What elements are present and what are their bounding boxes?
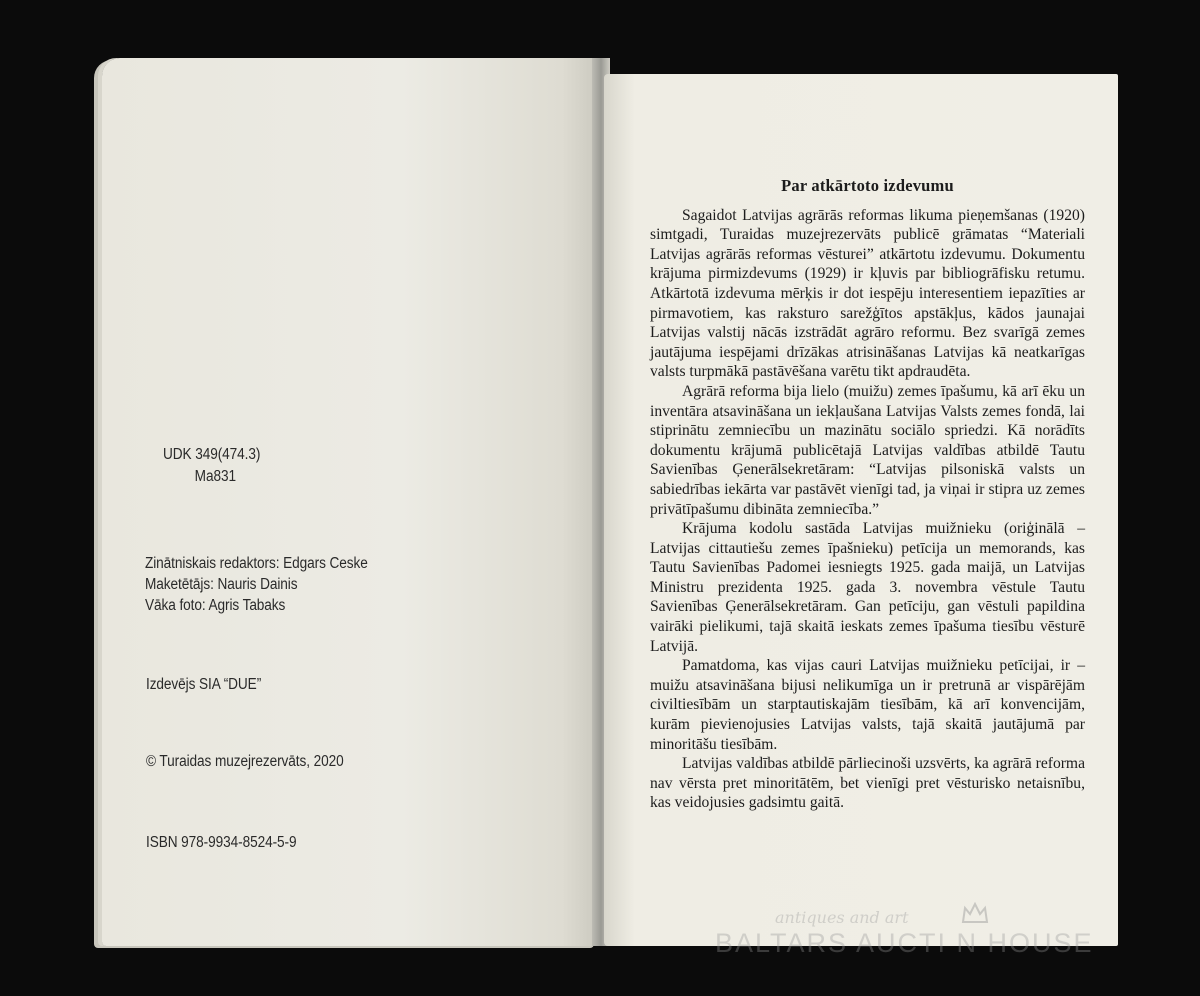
copyright: © Turaidas muzejrezervāts, 2020: [146, 753, 344, 770]
paragraph: Krājuma kodolu sastāda Latvijas muižnieku (oriģinālā – Latvijas cittautiešu zemes īpašnieku) petīcija un memorands, kas Tautu Savienības Padomei iesniegts 1925. gada maijā, un Latvijas Ministru prezidenta 1925. gada 3. novembra vēstule Tautu Savienības Ģenerālsekretāram. Gan petīciju, gan vēstuli papildina vairāki pielikumi, tajā skaitā ieskats zemes īpašuma tiesību vēsturē Latvijā.: [650, 520, 1085, 655]
foreword: [650, 176, 1085, 813]
crown-icon: [961, 902, 989, 924]
paragraph: Latvijas valdības atbildē pārliecinoši uzsvērts, ka agrārā reforma nav vērsta pret minoritātēm, bet vienīgi pret vēsturisko netaisnību, kas veidojusies gadsimtu gaitā.: [650, 755, 1085, 812]
watermark-main: BALTARS AUCTI N HOUSE: [715, 928, 1094, 958]
foreword-title: Par atkārtoto izdevumu: [781, 176, 954, 195]
paragraph: Sagaidot Latvijas agrārās reformas likuma pieņemšanas (1920) simtgadi, Turaidas muzejrezervāts publicē grāmatas “Materiali Latvijas agrārās reformas vēsturei” atkārtotu izdevumu. Dokumentu krājuma pirmizdevums (1929) ir kļuvis par bibliogrāfisku retumu. Atkārtotā izdevuma mērķis ir dot iespēju interesentiem iepazīties ar pirmavotiem, kas raksturo sarežģītos apstākļus, kādos jaunajai Latvijas valstij nācās izstrādāt agrāro reformu. Bez svarīgā zemes jautājuma iespējami drīzākas atrisināšanas Latvijas kā neatkarīgas valsts turpmākā pastāvēšana varētu tikt apdraudēta.: [650, 206, 1085, 381]
paragraph: Pamatdoma, kas vijas cauri Latvijas muižnieku petīcijai, ir – muižu atsavināšana bijusi nelikumīga un ir pretrunā ar vispārējām civiltiesībām un starptautiskajām tiesībām, kā arī konvencijām, kurām pievienojusies Latvijas valsts, tajā skaitā jautājumā par minoritāšu tiesībām.: [650, 657, 1085, 753]
cover-photo-credit: Vāka foto: Agris Tabaks: [145, 597, 286, 614]
paragraph: Agrārā reforma bija lielo (muižu) zemes īpašumu, kā arī ēku un inventāra atsavināšana un iekļaušana Latvijas Valsts zemes fondā, lai stiprinātu zemniecību un mazinātu sociālo spriedzi. Kā norādīts dokumentu krājumā publicētajā Latvijas valdības atbildē Tautu Savienības Ģenerālsekretāram: “Latvijas pilsoniskā valsts un sabiedrības iekārta var pastāvēt vienīgi tad, ja viņai ir stipra uz zemes privātīpašumu dibināta zemniecība.”: [650, 382, 1085, 518]
udk-code: UDK 349(474.3): [163, 446, 261, 463]
publisher: Izdevējs SIA “DUE”: [146, 676, 262, 693]
author-mark: Ma831: [194, 468, 236, 485]
udk-block: [163, 444, 260, 488]
scientific-editor: Zinātniskais redaktors: Edgars Ceske: [145, 555, 368, 572]
auction-watermark: [715, 908, 1135, 968]
left-page: [102, 58, 602, 946]
layout-designer: Maketētājs: Nauris Dainis: [145, 576, 298, 593]
isbn: ISBN 978-9934-8524-5-9: [146, 834, 297, 851]
watermark-script: antiques and art: [775, 908, 909, 927]
credits-block: [145, 553, 368, 616]
